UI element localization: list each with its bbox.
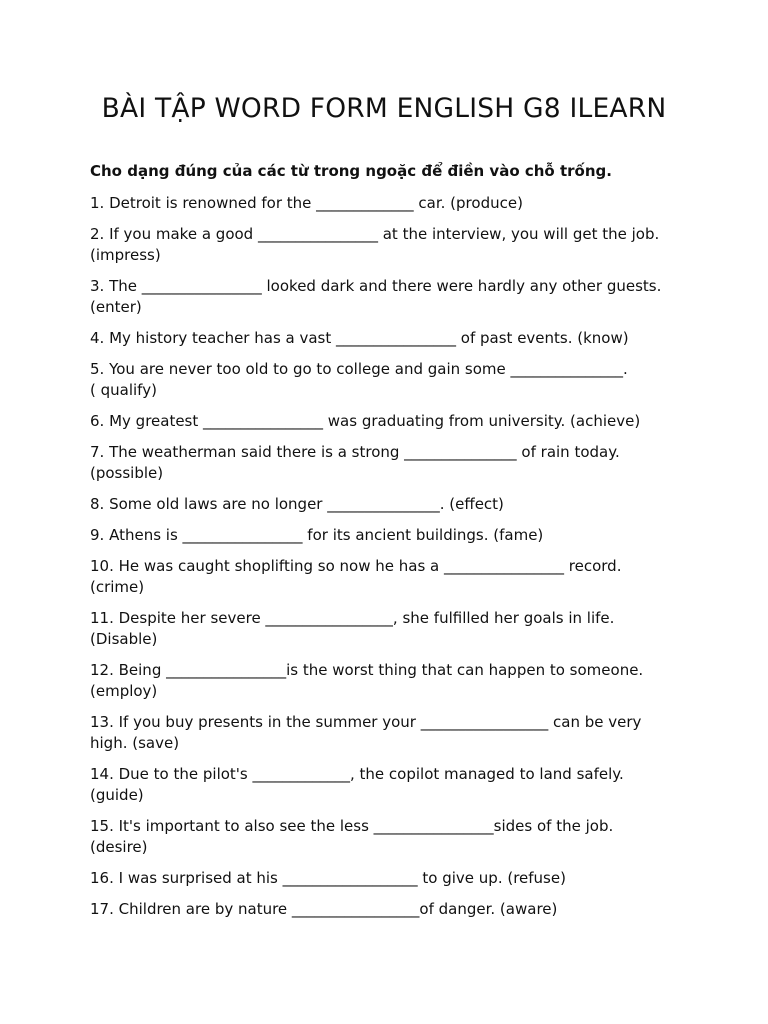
- question-item: 2. If you make a good ________________ at the interview, you will get the job. (impress): [90, 225, 660, 264]
- instruction-text: Cho dạng đúng của các từ trong ngoặc để điền vào chỗ trống.: [90, 162, 612, 180]
- question-item: 4. My history teacher has a vast ________________ of past events. (know): [90, 329, 629, 347]
- question-item: 8. Some old laws are no longer _______________. (effect): [90, 495, 504, 513]
- question-item: 16. I was surprised at his __________________ to give up. (refuse): [90, 869, 566, 887]
- question-item: 1. Detroit is renowned for the _____________ car. (produce): [90, 194, 523, 212]
- question-item: 15. It's important to also see the less ________________sides of the job. (desire): [90, 817, 614, 856]
- question-item: 3. The ________________ looked dark and there were hardly any other guests. (enter): [90, 277, 662, 316]
- question-item: 6. My greatest ________________ was graduating from university. (achieve): [90, 412, 641, 430]
- question-item: 11. Despite her severe _________________, she fulfilled her goals in life. (Disable): [90, 609, 615, 648]
- question-list: [90, 193, 690, 930]
- question-item: 12. Being ________________is the worst thing that can happen to someone. (employ): [90, 661, 644, 700]
- question-item: 17. Children are by nature _________________of danger. (aware): [90, 900, 558, 918]
- question-item: 9. Athens is ________________ for its ancient buildings. (fame): [90, 526, 544, 544]
- question-item: 14. Due to the pilot's _____________, the copilot managed to land safely. (guide): [90, 765, 624, 804]
- page-title: BÀI TẬP WORD FORM ENGLISH G8 ILEARN: [101, 93, 667, 124]
- question-item: 7. The weatherman said there is a strong _______________ of rain today. (possible): [90, 443, 620, 482]
- question-item: 13. If you buy presents in the summer your _________________ can be very high. (save): [90, 713, 642, 752]
- question-item: 5. You are never too old to go to college and gain some _______________. ( qualify): [90, 360, 628, 399]
- question-item: 10. He was caught shoplifting so now he has a ________________ record. (crime): [90, 557, 622, 596]
